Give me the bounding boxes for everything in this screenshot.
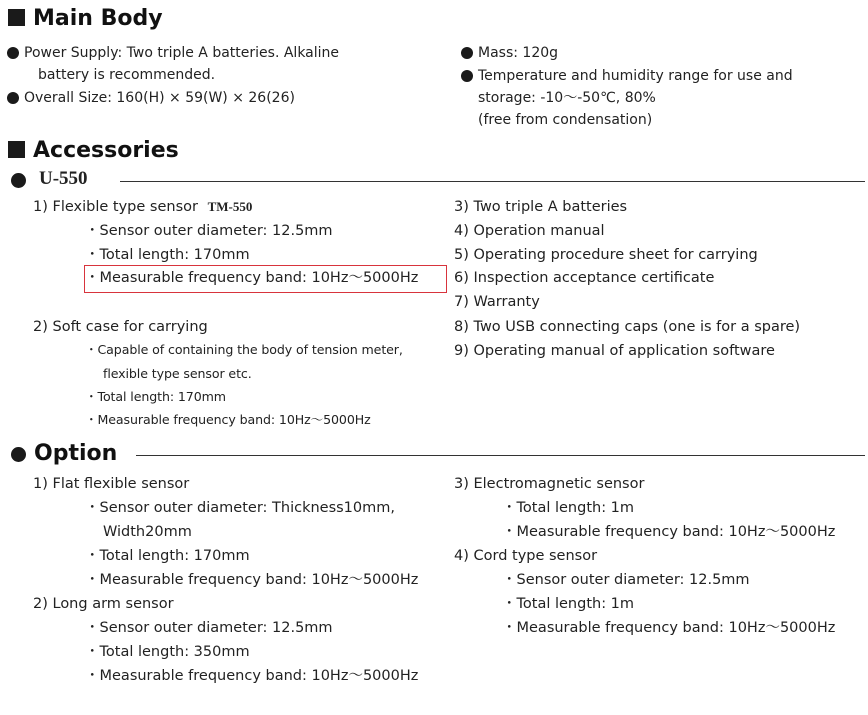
option-flat-flexible-sensor: 1) Flat flexible sensor [33, 476, 190, 492]
spec-line: ・Measurable frequency band: 10Hz～5000Hz [502, 620, 836, 636]
option-cord-type-sensor: 4) Cord type sensor [454, 548, 598, 564]
option-electromagnetic-sensor: 3) Electromagnetic sensor [454, 476, 645, 492]
spec-line: ・Sensor outer diameter: 12.5mm [502, 572, 750, 588]
spec-line: ・Measurable frequency band: 10Hz～5000Hz [502, 524, 836, 540]
divider [120, 181, 865, 182]
accessory-list-item: 9) Operating manual of application software [454, 343, 775, 359]
option-heading: Option [34, 441, 118, 466]
spec-temperature: Temperature and humidity range for use and [478, 68, 793, 84]
bullet-icon [461, 70, 473, 82]
spec-line: ・Total length: 170mm [85, 247, 250, 263]
spec-line: ・Total length: 170mm [85, 389, 226, 404]
bullet-icon [7, 47, 19, 59]
bullet-icon [11, 173, 26, 188]
spec-line-cont: flexible type sensor etc. [103, 366, 252, 381]
accessory-list-item: 3) Two triple A batteries [454, 199, 628, 215]
square-bullet-icon [8, 9, 25, 26]
square-bullet-icon [8, 141, 25, 158]
divider [136, 455, 865, 456]
accessory-flexible-sensor: 1) Flexible type sensor TM-550 [33, 199, 253, 215]
accessory-list-item: 8) Two USB connecting caps (one is for a spare) [454, 319, 801, 335]
spec-mass: Mass: 120g [478, 45, 559, 61]
spec-line: ・Sensor outer diameter: Thickness10mm, [85, 500, 395, 516]
accessories-heading: Accessories [8, 137, 179, 165]
spec-line: ・Total length: 1m [502, 596, 635, 612]
spec-line: ・Measurable frequency band: 10Hz～5000Hz [85, 412, 371, 427]
bullet-icon [7, 92, 19, 104]
spec-line: ・Measurable frequency band: 10Hz～5000Hz [85, 572, 419, 588]
spec-line-cont: Width20mm [103, 524, 192, 540]
spec-line: ・Total length: 170mm [85, 548, 250, 564]
accessories-model: U-550 [39, 168, 88, 189]
accessory-list-item: 4) Operation manual [454, 223, 605, 239]
spec-line: ・Sensor outer diameter: 12.5mm [85, 620, 333, 636]
sensor-model: TM-550 [207, 199, 253, 214]
spec-power-supply-cont: battery is recommended. [38, 67, 216, 83]
main-body-heading: Main Body [8, 5, 163, 33]
spec-power-supply: Power Supply: Two triple A batteries. Alkaline [24, 45, 340, 61]
accessory-soft-case: 2) Soft case for carrying [33, 319, 208, 335]
bullet-icon [11, 447, 26, 462]
accessory-list-item: 7) Warranty [454, 294, 540, 310]
option-long-arm-sensor: 2) Long arm sensor [33, 596, 174, 612]
bullet-icon [461, 47, 473, 59]
spec-line: ・Capable of containing the body of tension meter, [85, 342, 403, 357]
accessory-list-item: 6) Inspection acceptance certificate [454, 270, 715, 286]
spec-line-highlighted: ・Measurable frequency band: 10Hz～5000Hz [85, 270, 419, 286]
accessory-list-item: 5) Operating procedure sheet for carrying [454, 247, 758, 263]
spec-line: ・Total length: 1m [502, 500, 635, 516]
spec-temperature-cont2: (free from condensation) [478, 112, 653, 128]
spec-line: ・Total length: 350mm [85, 644, 250, 660]
spec-temperature-cont: storage: -10～-50℃, 80% [478, 90, 656, 106]
spec-line: ・Sensor outer diameter: 12.5mm [85, 223, 333, 239]
spec-overall-size: Overall Size: 160(H) × 59(W) × 26(26) [24, 90, 295, 106]
spec-line: ・Measurable frequency band: 10Hz～5000Hz [85, 668, 419, 684]
